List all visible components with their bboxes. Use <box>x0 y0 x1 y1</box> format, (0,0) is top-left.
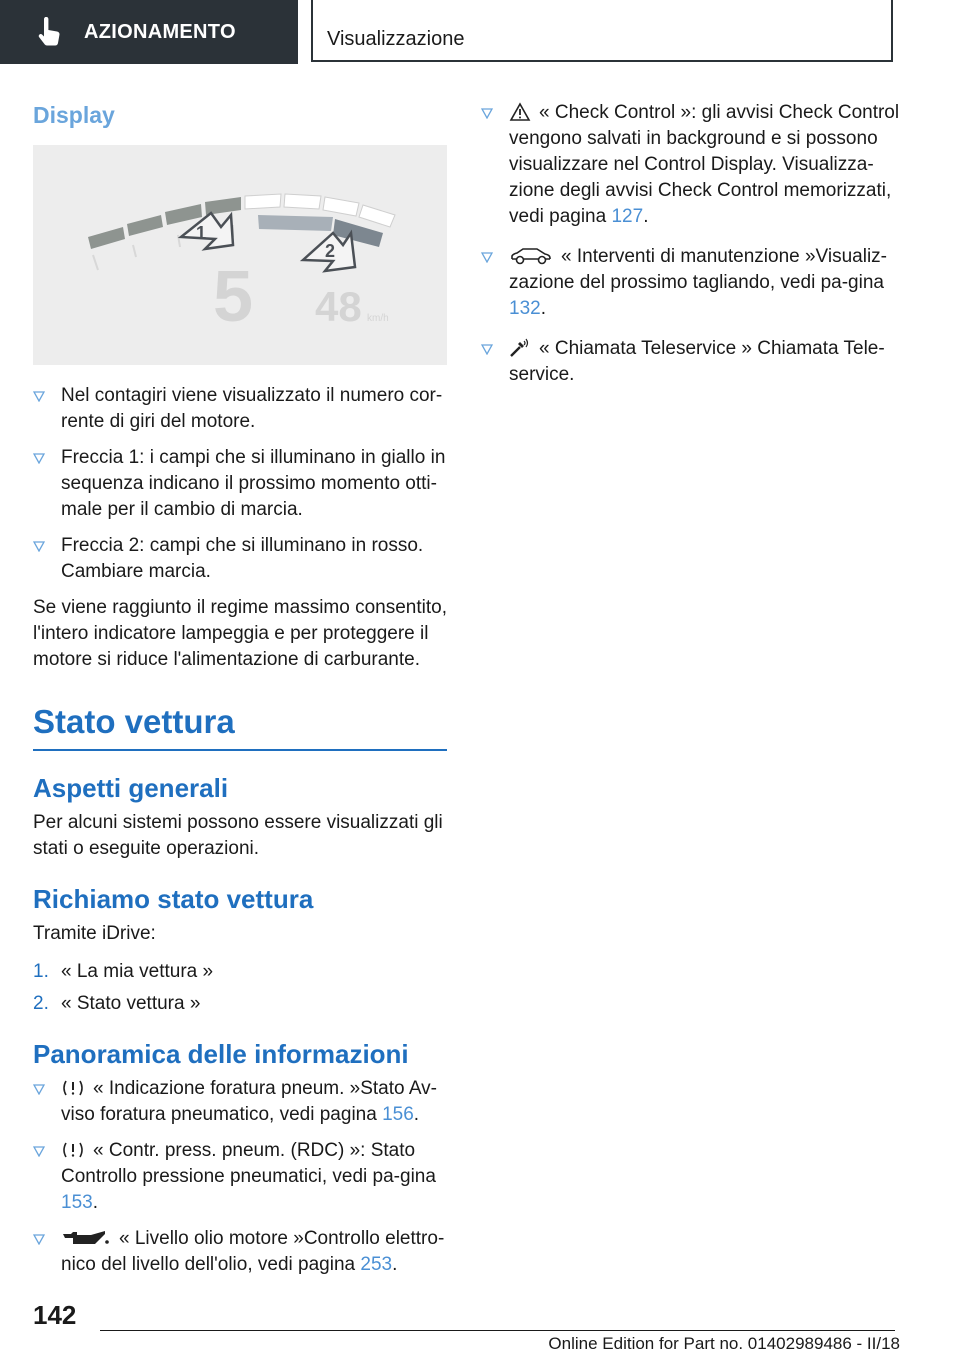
hand-pointer-icon <box>36 17 62 47</box>
rev-limit-paragraph: Se viene raggiunto il regime massimo consentito, l'intero indicatore lampeggia e per proteggere il motore si riduce l'alimentazione di carburante. <box>33 597 447 670</box>
bullet-triangle-icon <box>33 1234 45 1245</box>
page-link[interactable]: 132 <box>509 298 541 319</box>
wrench-signal-icon <box>509 338 531 358</box>
page-link[interactable]: 127 <box>611 206 644 227</box>
list-item <box>33 533 447 585</box>
speed-unit: km/h <box>367 313 389 324</box>
display-heading: Display <box>33 102 115 128</box>
page-link[interactable]: 253 <box>360 1254 393 1275</box>
arrow-1-label: 1 <box>196 223 207 243</box>
left-column <box>33 100 447 1288</box>
page-link[interactable]: 153 <box>61 1192 93 1213</box>
bullet-triangle-icon <box>481 344 493 355</box>
info-text: « Chiamata Teleservice » Chiamata Tele-service. <box>509 338 885 385</box>
step-text: « La mia vettura » <box>61 961 214 982</box>
list-item <box>33 445 447 523</box>
chapter-title: AZIONAMENTO <box>84 20 236 43</box>
list-item: « Livello olio motore »Controllo elettro-nico del livello dell'olio, vedi pagina 253. <box>33 1226 447 1278</box>
page-header <box>0 0 960 66</box>
page-link[interactable]: 156 <box>382 1104 414 1125</box>
list-item <box>33 383 447 435</box>
gear-indicator: 5 <box>213 257 254 337</box>
list-item: « Interventi di manutenzione »Visualiz-zazione del prossimo tagliando, vedi pa-gina 132. <box>481 244 901 322</box>
tire-pressure-icon <box>61 1140 85 1160</box>
info-text: « Livello olio motore »Controllo elettro-nico del livello dell'olio, vedi pagina <box>61 1228 445 1275</box>
bullet-triangle-icon <box>33 1146 45 1157</box>
info-text: « Indicazione foratura pneum. »Stato Av-viso foratura pneumatico, vedi pagina <box>61 1078 437 1125</box>
bullet-triangle-icon <box>33 1084 45 1095</box>
footer-divider <box>100 1330 895 1331</box>
oil-can-icon <box>61 1228 111 1248</box>
bullet-triangle-icon <box>33 541 45 552</box>
list-item <box>481 336 901 388</box>
step-item <box>33 959 447 985</box>
info-text: « Contr. press. pneum. (RDC) »: Stato Controllo pressione pneumatici, vedi pa-gina <box>61 1140 436 1187</box>
bullet-text: Freccia 2: campi che si illuminano in rosso. Cambiare marcia. <box>61 535 424 582</box>
warning-triangle-icon <box>509 102 531 122</box>
list-item: « Indicazione foratura pneum. »Stato Av-viso foratura pneumatico, vedi pagina 156. <box>33 1076 447 1128</box>
car-service-icon <box>509 246 553 266</box>
stato-vettura-heading: Stato vettura <box>33 703 447 751</box>
list-item: « Contr. press. pneum. (RDC) »: Stato Controllo pressione pneumatici, vedi pa-gina 153. <box>33 1138 447 1216</box>
speed-value: 48 <box>315 283 362 330</box>
richiamo-text: Tramite iDrive: <box>33 923 156 944</box>
aspetti-generali-heading: Aspetti generali <box>33 773 229 803</box>
panoramica-heading: Panoramica delle informazioni <box>33 1039 409 1069</box>
bullet-text: Nel contagiri viene visualizzato il numero cor-rente di giri del motore. <box>61 385 443 432</box>
bullet-triangle-icon <box>33 453 45 464</box>
right-column <box>481 100 901 398</box>
bullet-triangle-icon <box>481 108 493 119</box>
arrow-2-label: 2 <box>325 241 336 261</box>
section-title: Visualizzazione <box>327 28 465 50</box>
info-text: « Check Control »: gli avvisi Check Control vengono salvati in background e si possono visualizzare nel Control Display. Visualizza-zione degli avvisi Check Control memorizzati, vedi pagina <box>509 102 900 227</box>
bullet-text: Freccia 1: i campi che si illuminano in giallo in sequenza indicano il prossimo momento otti-male per il cambio di marcia. <box>61 447 446 520</box>
bullet-triangle-icon <box>481 252 493 263</box>
page-number: 142 <box>33 1300 77 1330</box>
step-item <box>33 991 447 1017</box>
tachometer-figure <box>33 145 447 365</box>
step-number: 2. <box>33 993 49 1014</box>
section-tab <box>311 0 893 62</box>
step-number: 1. <box>33 961 49 982</box>
bullet-triangle-icon <box>33 391 45 402</box>
edition-note: Online Edition for Part no. 01402989486 - II/18 <box>548 1334 900 1353</box>
richiamo-heading: Richiamo stato vettura <box>33 884 314 914</box>
tire-warning-icon <box>61 1078 85 1098</box>
tachometer-illustration <box>33 145 447 365</box>
step-text: « Stato vettura » <box>61 993 201 1014</box>
aspetti-generali-text: Per alcuni sistemi possono essere visualizzati gli stati o eseguite operazioni. <box>33 812 443 859</box>
info-text: « Interventi di manutenzione »Visualiz-zazione del prossimo tagliando, vedi pa-gina <box>509 246 888 293</box>
chapter-tab <box>0 0 298 64</box>
list-item: « Check Control »: gli avvisi Check Control vengono salvati in background e si possono visualizzare nel Control Display. Visualizza-zione degli avvisi Check Control memorizzati, vedi pagina 127. <box>481 100 901 230</box>
